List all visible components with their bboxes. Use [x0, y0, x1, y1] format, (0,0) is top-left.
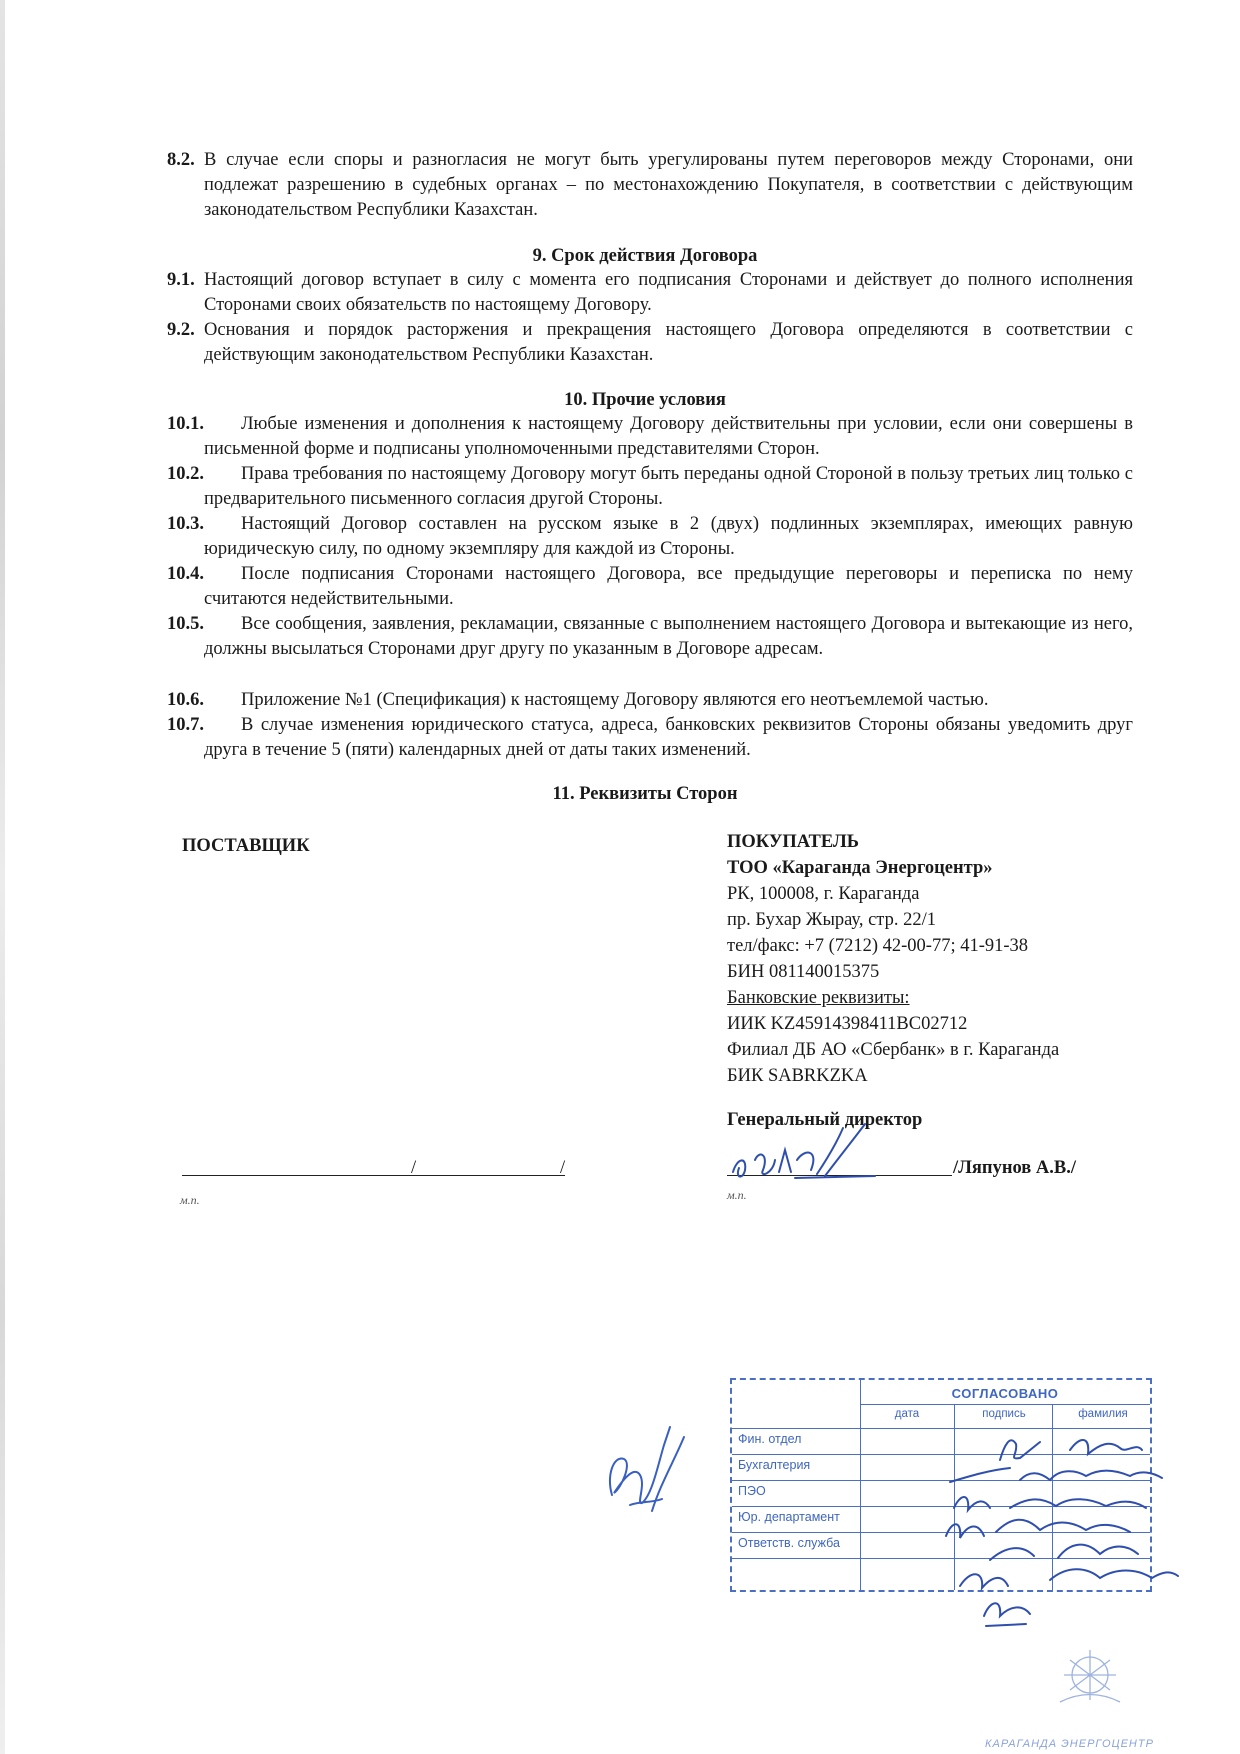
buyer-address-line: РК, 100008, г. Караганда — [727, 884, 920, 904]
buyer-iik-line: ИИК KZ45914398411BC02712 — [727, 1014, 968, 1034]
stamp-col-header-surname: фамилия — [1078, 1408, 1128, 1420]
section-9-heading: 9. Срок действия Договора — [532, 246, 758, 266]
clause-10-7-text: В случае изменения юридического статуса, адреса, банковских реквизитов Стороны обязаны уведомить друг друга в течение 5 (пяти) календарных дней от даты таких изменений. — [204, 715, 1133, 760]
stamp-row-peo: ПЭО — [738, 1484, 766, 1498]
stamp-signatures — [930, 1420, 1180, 1650]
supplier-seat-mark: м.п. — [180, 1193, 200, 1207]
clause-9-1-text: Настоящий договор вступает в силу с момента его подписания Сторонами и действует до полного исполнения Сторонами своих обязательств по настоящему Договору. — [204, 270, 1133, 315]
buyer-bank-heading: Банковские реквизиты: — [727, 988, 910, 1008]
scan-edge — [0, 0, 5, 1754]
clause-10-3-text: Настоящий Договор составлен на русском языке в 2 (двух) подлинных экземплярах, имеющих равную юридическую силу, по одному экземпляру для каждой из Стороны. — [204, 514, 1133, 559]
buyer-phone-line: тел/факс: +7 (7212) 42-00-77; 41-91-38 — [727, 936, 1029, 956]
supplier-slash-2: / — [560, 1158, 566, 1178]
clause-9-2-text: Основания и порядок расторжения и прекращения настоящего Договора определяются в соответствии с действующим законодательством Республики Казахстан. — [204, 320, 1133, 365]
clause-10-4-text: После подписания Сторонами настоящего Договора, все предыдущие переговоры и переписка по нему считаются недействительными. — [204, 564, 1133, 609]
clause-10-2-number: 10.2. — [167, 464, 204, 484]
stamp-col-header-signature: подпись — [982, 1408, 1026, 1420]
stamp-row-fin-dept: Фин. отдел — [738, 1432, 802, 1446]
buyer-bank-branch-line: Филиал ДБ АО «Сбербанк» в г. Караганда — [727, 1040, 1060, 1060]
buyer-bik-line: БИК SABRKZKA — [727, 1066, 868, 1086]
supplier-slash-1: / — [411, 1158, 417, 1178]
clause-10-7-number: 10.7. — [167, 715, 204, 735]
clause-10-2-text: Права требования по настоящему Договору могут быть переданы одной Стороной в пользу третьих лиц только с предварительного письменного согласия другой Стороны. — [204, 464, 1133, 509]
clause-10-4-number: 10.4. — [167, 564, 204, 584]
section-10-heading: 10. Прочие условия — [564, 390, 726, 410]
clause-8-2-text: В случае если споры и разногласия не могут быть урегулированы путем переговоров между Сторонами, они подлежат разрешению в судебных органах – по местонахождению Покупателя, в соответствии с действующим законодательством Республики Казахстан. — [204, 150, 1133, 220]
company-mark-text: КАРАГАНДА ЭНЕРГОЦЕНТР — [985, 1738, 1154, 1750]
stamp-col-header-date: дата — [894, 1408, 920, 1420]
clause-10-3-number: 10.3. — [167, 514, 204, 534]
buyer-seat-mark: м.п. — [727, 1188, 747, 1202]
buyer-title: ПОКУПАТЕЛЬ — [727, 832, 859, 852]
clause-10-6-number: 10.6. — [167, 690, 204, 710]
section-11-heading: 11. Реквизиты Сторон — [552, 784, 738, 804]
company-logo-icon — [1050, 1640, 1130, 1710]
stamp-row-responsible-service: Ответств. служба — [738, 1536, 840, 1550]
stamp-header-divider — [860, 1404, 1150, 1405]
clause-9-1-number: 9.1. — [167, 270, 195, 290]
clause-10-1-text: Любые изменения и дополнения к настоящему Договору действительны при условии, если они совершены в письменной форме и подписаны уполномоченными представителями Сторон. — [204, 414, 1133, 459]
clause-10-5-text: Все сообщения, заявления, рекламации, связанные с выполнением настоящего Договора и вытекающие из него, должны высылаться Сторонами друг другу по указанным в Договоре адресам. — [204, 614, 1133, 659]
buyer-company: ТОО «Караганда Энергоцентр» — [727, 858, 993, 878]
buyer-signatory: /Ляпунов А.В./ — [953, 1158, 1076, 1178]
approval-signature-left — [600, 1415, 710, 1525]
buyer-street-line: пр. Бухар Жырау, стр. 22/1 — [727, 910, 936, 930]
supplier-signature-line — [182, 1175, 565, 1176]
buyer-position: Генеральный директор — [727, 1110, 923, 1130]
stamp-row-legal-dept: Юр. департамент — [738, 1510, 840, 1524]
clause-10-5-number: 10.5. — [167, 614, 204, 634]
clause-9-2-number: 9.2. — [167, 320, 195, 340]
director-signature — [725, 1120, 905, 1188]
stamp-row-accounting: Бухгалтерия — [738, 1458, 811, 1472]
supplier-title: ПОСТАВЩИК — [182, 836, 310, 856]
clause-10-6-text: Приложение №1 (Спецификация) к настоящему Договору являются его неотъемлемой частью. — [241, 690, 989, 710]
clause-8-2-number: 8.2. — [167, 150, 195, 170]
clause-10-1-number: 10.1. — [167, 414, 204, 434]
stamp-title: СОГЛАСОВАНО — [951, 1386, 1059, 1401]
buyer-bin-line: БИН 081140015375 — [727, 962, 880, 982]
